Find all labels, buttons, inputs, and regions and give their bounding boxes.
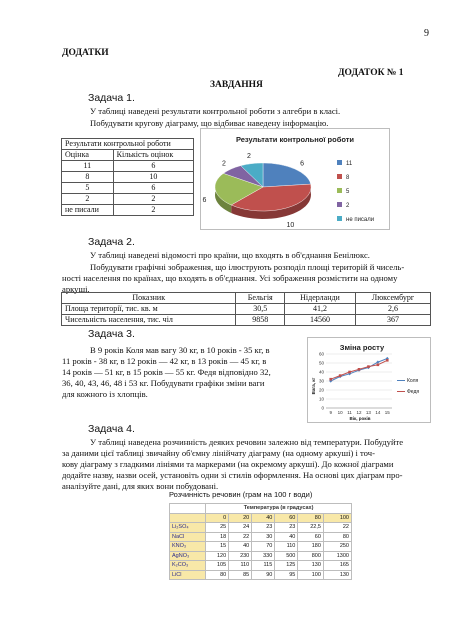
line-chart-title: Зміна росту (339, 343, 385, 352)
temp-cell: 100 (323, 513, 351, 523)
table-row (62, 205, 194, 216)
task4-title: Задача 4. (88, 423, 135, 435)
cell: 1300 (323, 551, 351, 561)
cell: 115 (252, 561, 275, 571)
table-row (170, 532, 352, 542)
temp-cell: 80 (298, 513, 324, 523)
cell: Площа території, тис. кв. м (62, 304, 236, 315)
cell: 6 (113, 183, 193, 194)
cell: 250 (323, 542, 351, 552)
substance-name: AgNO₃ (170, 551, 206, 561)
task4-line3: кову діаграму з гладкими лініями та маркерами (на окремому аркуші). До кожної діаграми (62, 459, 394, 469)
cell: 11 (62, 161, 114, 172)
substance-name: NaCl (170, 532, 206, 542)
task2-line4: аркуші. (62, 284, 90, 294)
cell: 14560 (285, 315, 356, 326)
task3-line2: 11 років - 38 кг, в 12 років — 42 кг, в 13 років — 45 кг, в (62, 356, 267, 366)
substance-name: KNO₃ (170, 542, 206, 552)
cell: 60 (298, 532, 324, 542)
data-point (348, 371, 351, 374)
task4-line5: аналізуйте дані, для яких вони побудовані. (62, 481, 219, 491)
cell: 80 (206, 570, 229, 580)
cell: 24 (229, 523, 252, 533)
task4-line4: додайте назву, назви осей, установіть одни зі стилів оформлення. На основі цих діаграм про- (62, 470, 403, 480)
data-point (339, 374, 342, 377)
legend-swatch (337, 174, 342, 179)
corner-cell (170, 504, 206, 514)
task2-line3: ності населення по країнах, що входять в об'єднання. Усі зображення розмістити на одному (62, 273, 398, 283)
table-row (170, 551, 352, 561)
cell: 41,2 (285, 304, 356, 315)
task4-line1: У таблиці наведена розчинність деяких речовин залежно від температури. Побудуйте (90, 437, 404, 447)
legend-swatch (337, 188, 342, 193)
cell: 367 (355, 315, 430, 326)
table-row (62, 194, 194, 205)
substance-name: Li₂SO₄ (170, 523, 206, 533)
substance-name: K₂CO₃ (170, 561, 206, 571)
heading-tasks: ЗАВДАННЯ (210, 80, 263, 90)
task1-line2: Побудувати кругову діаграму, що відбиває наведену інформацію. (90, 118, 329, 128)
cell: 6 (113, 161, 193, 172)
x-tick-label: 9 (329, 410, 332, 415)
task3-title: Задача 3. (88, 328, 135, 340)
legend-swatch (337, 216, 342, 221)
task1-table (61, 138, 194, 216)
temp-cell: 40 (252, 513, 275, 523)
pie-data-label: 2 (246, 153, 251, 160)
task3-line1: В 9 років Коля мав вагу 30 кг, в 10 років - 35 кг, в (90, 345, 270, 355)
legend-swatch (337, 202, 342, 207)
pie-data-label: 10 (286, 222, 295, 229)
x-axis-label: Вік, років (349, 416, 371, 421)
legend-label: Коля (407, 378, 419, 384)
cell: 165 (323, 561, 351, 571)
data-point (386, 359, 389, 362)
column-header: Нідерланди (285, 293, 356, 304)
task2-line1: У таблиці наведені відомості про країни, що входять в об'єднання Бенілюкс. (90, 250, 370, 260)
heading-appendix: ДОДАТКИ (62, 48, 109, 58)
legend-label: Федя (407, 389, 420, 395)
column-header: Оцінка (62, 150, 114, 161)
cell: 800 (298, 551, 324, 561)
cell: 25 (206, 523, 229, 533)
table-caption: Результати контрольної роботи (62, 139, 194, 150)
line-chart (308, 338, 430, 422)
cell: 180 (298, 542, 324, 552)
y-tick-label: 20 (318, 387, 324, 393)
task3-line4: 36, 40, 43, 46, 48 і 53 кг. Побудувати графіки зміни ваги (62, 378, 265, 388)
data-point (329, 378, 332, 381)
cell: 23 (252, 523, 275, 533)
y-tick-label: 10 (318, 396, 324, 402)
task3-line5: для кожного із хлопців. (62, 389, 148, 399)
table-row (62, 172, 194, 183)
pie-chart (201, 129, 389, 229)
cell: Чисельність населення, тис. чіл (62, 315, 236, 326)
table-row (62, 304, 431, 315)
cell: 85 (229, 570, 252, 580)
pie-chart-title: Результати контрольної роботи (235, 135, 355, 144)
legend-label: 8 (346, 175, 350, 181)
table-row (170, 561, 352, 571)
cell: 2,6 (355, 304, 430, 315)
page-number: 9 (424, 28, 429, 39)
table-row (170, 570, 352, 580)
table-row (170, 523, 352, 533)
cell: 40 (229, 542, 252, 552)
cell: 2 (113, 205, 193, 216)
cell: 100 (298, 570, 324, 580)
cell: 5 (62, 183, 114, 194)
heading-appendix-1: ДОДАТОК № 1 (338, 68, 404, 78)
cell: 130 (323, 570, 351, 580)
task4-line2: за даними цієї таблиці звичайну об'ємну лінійчату діаграму (на одному аркуші) і точ- (62, 448, 375, 458)
cell: 22,5 (298, 523, 324, 533)
task1-title: Задача 1. (88, 92, 135, 104)
cell: 230 (229, 551, 252, 561)
cell: 110 (229, 561, 252, 571)
cell: 40 (275, 532, 298, 542)
task2-table (61, 292, 431, 326)
corner-cell (170, 513, 206, 523)
legend-label: 2 (346, 203, 350, 209)
solubility-table (169, 503, 352, 580)
line-chart-box (307, 337, 431, 423)
data-point (367, 365, 370, 368)
cell: 10 (113, 172, 193, 183)
cell: 120 (206, 551, 229, 561)
cell: 500 (275, 551, 298, 561)
y-tick-label: 50 (318, 360, 324, 366)
cell: 23 (275, 523, 298, 533)
data-point (358, 368, 361, 371)
pie-data-label: 6 (300, 160, 305, 168)
cell: 22 (229, 532, 252, 542)
legend-label: не писали (346, 217, 375, 223)
cell: 95 (275, 570, 298, 580)
table-row (62, 161, 194, 172)
cell: 80 (323, 532, 351, 542)
cell: 110 (275, 542, 298, 552)
column-header: Люксембург (355, 293, 430, 304)
pie-data-label: 2 (221, 160, 226, 168)
cell: 30 (252, 532, 275, 542)
cell: 130 (298, 561, 324, 571)
pie-chart-box (200, 128, 390, 230)
x-tick-label: 13 (365, 410, 371, 415)
table-row (62, 315, 431, 326)
temp-cell: 0 (206, 513, 229, 523)
temperature-header: Температура (в градусах) (206, 504, 352, 514)
data-point (377, 364, 380, 367)
x-tick-label: 15 (384, 410, 390, 415)
table-row (62, 183, 194, 194)
cell: 30,5 (236, 304, 285, 315)
cell: 90 (252, 570, 275, 580)
cell: 125 (275, 561, 298, 571)
cell: 8 (62, 172, 114, 183)
table-row (170, 542, 352, 552)
legend-swatch (337, 160, 342, 165)
y-tick-label: 30 (318, 378, 324, 384)
task2-title: Задача 2. (88, 236, 135, 248)
cell: 22 (323, 523, 351, 533)
column-header: Кількість оцінок (113, 150, 193, 161)
cell: 18 (206, 532, 229, 542)
pie-data-label: 6 (202, 197, 207, 204)
x-tick-label: 14 (375, 410, 381, 415)
cell: 9858 (236, 315, 285, 326)
temp-cell: 60 (275, 513, 298, 523)
cell: 330 (252, 551, 275, 561)
column-header: Бельгія (236, 293, 285, 304)
x-tick-label: 12 (356, 410, 362, 415)
y-axis-label: Вага, кг (311, 377, 316, 395)
x-tick-label: 10 (337, 410, 343, 415)
task2-line2: Побудувати графічні зображення, що ілюструють розподіл площі територій й чисель- (90, 262, 405, 272)
task1-line1: У таблиці наведені результати контрольної роботи з алгебри в класі. (90, 106, 341, 116)
cell: 2 (62, 194, 114, 205)
task3-line3: 14 років — 51 кг, в 15 років — 55 кг. Федя відповідно 32, (62, 367, 271, 377)
cell: 15 (206, 542, 229, 552)
legend-label: 5 (346, 189, 350, 195)
sheet-title: Розчинність речовин (грам на 100 г води) (169, 490, 313, 499)
y-tick-label: 60 (318, 351, 324, 357)
legend-label: 11 (346, 161, 353, 167)
cell: 2 (113, 194, 193, 205)
substance-name: LiCl (170, 570, 206, 580)
column-header: Показник (62, 293, 236, 304)
cell: 105 (206, 561, 229, 571)
x-tick-label: 11 (347, 410, 352, 415)
temp-cell: 20 (229, 513, 252, 523)
y-tick-label: 40 (318, 369, 324, 375)
cell: 70 (252, 542, 275, 552)
y-tick-label: 0 (321, 405, 324, 411)
cell: не писали (62, 205, 114, 216)
